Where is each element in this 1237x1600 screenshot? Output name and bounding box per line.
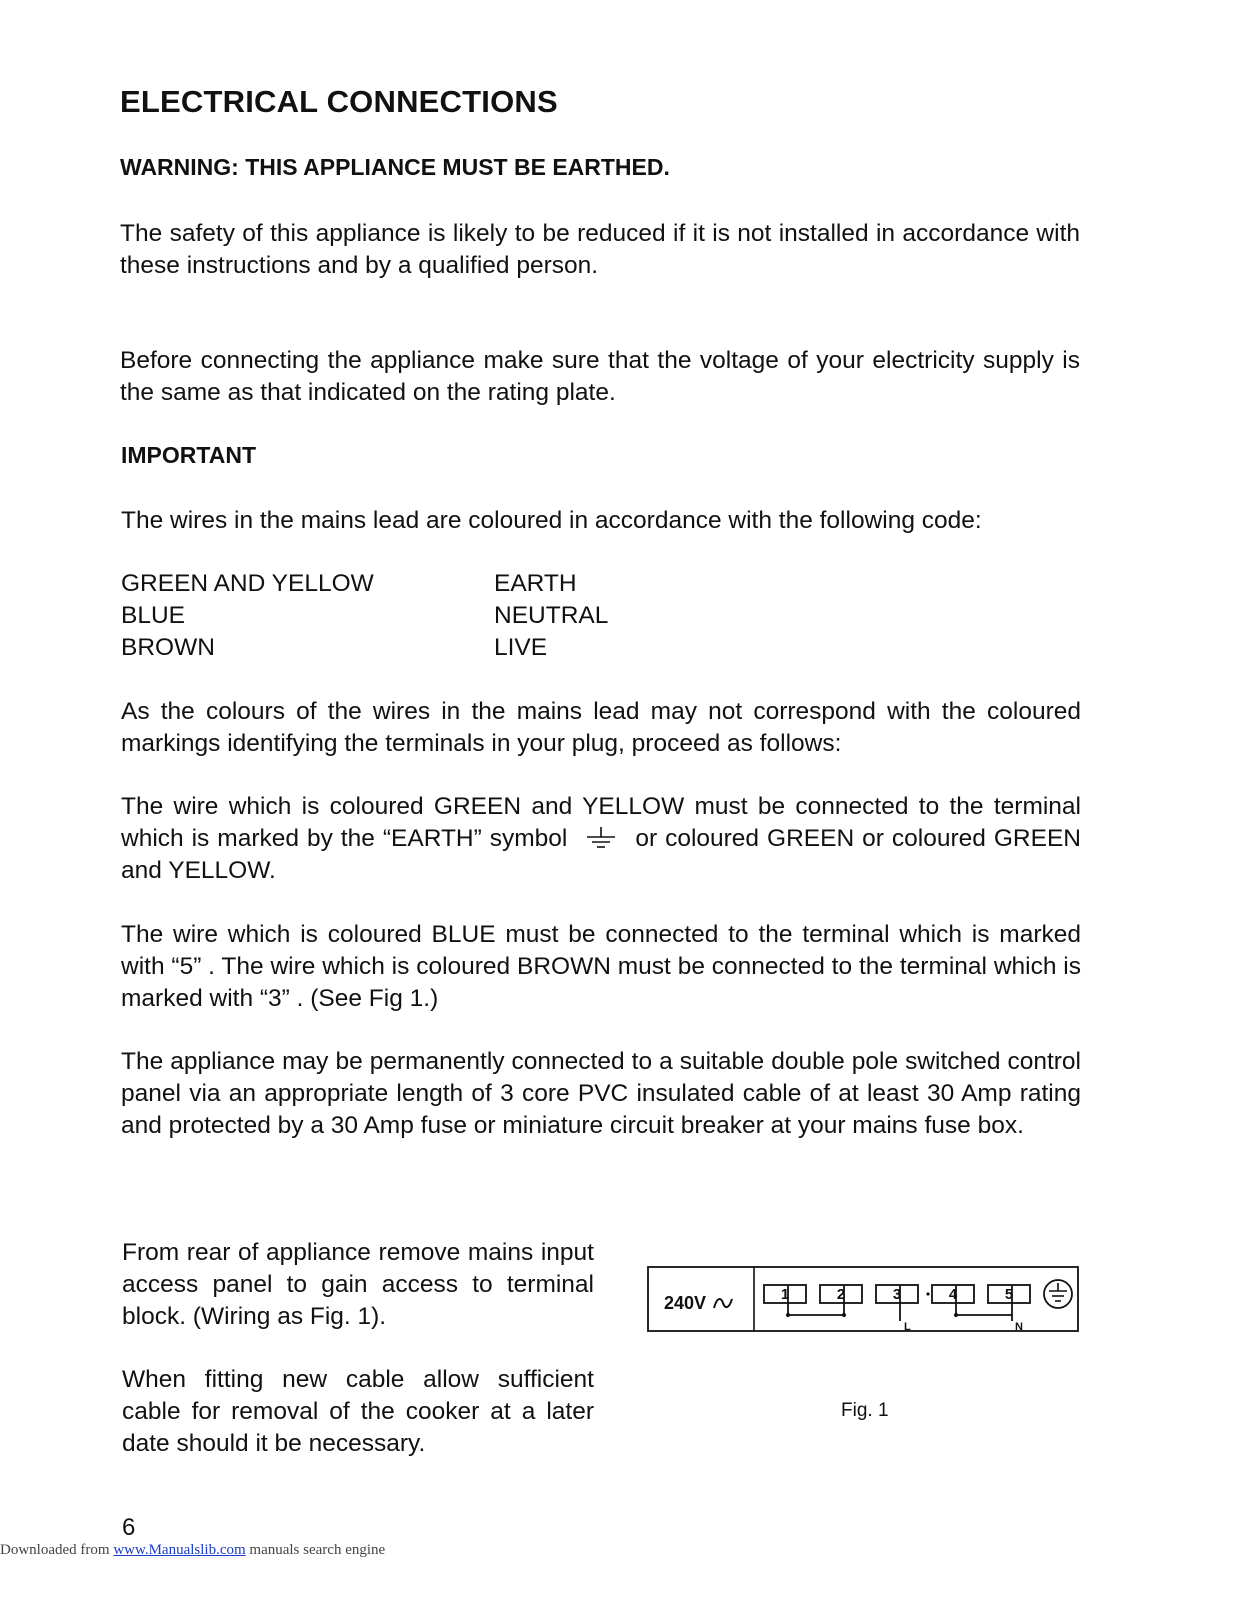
important-heading: IMPORTANT bbox=[121, 442, 257, 468]
neutral-label: N bbox=[1015, 1321, 1023, 1333]
footer-suffix: manuals search engine bbox=[249, 1542, 386, 1558]
terminal-number: 1 bbox=[780, 1286, 790, 1303]
earth-symbol-icon bbox=[575, 823, 627, 855]
voltage-paragraph: Before connecting the appliance make sure that the voltage of your electricity supply is the same as that indicated on the rating plate. bbox=[120, 347, 1080, 406]
terminal-2 bbox=[820, 1285, 862, 1315]
earth-paragraph bbox=[121, 791, 1081, 887]
blue-brown-paragraph: The wire which is coloured BLUE must be connected to the terminal which is marked with “5” . The wire which is coloured BROWN must be connected to the terminal which is marked with “3” . (See Fig 1.) bbox=[121, 921, 1081, 1012]
voltage-label: 240V bbox=[664, 1293, 707, 1313]
terminal-3 bbox=[876, 1285, 918, 1321]
live-label: L bbox=[904, 1321, 911, 1333]
wire-colour: BROWN bbox=[121, 634, 215, 661]
terminal-number: 3 bbox=[892, 1286, 902, 1303]
permanent-connection-paragraph: The appliance may be permanently connected to a suitable double pole switched control panel via an appropriate length of 3 core PVC insulated cable of at least 30 Amp rating and protected by a 30 Amp fuse or miniature circuit breaker at your mains fuse box. bbox=[121, 1048, 1081, 1139]
earth-paragraph-text-b: or coloured GREEN or coloured GREEN and YELLOW. bbox=[121, 825, 1081, 884]
wire-code-row bbox=[121, 632, 608, 664]
terminal-number: 4 bbox=[948, 1286, 958, 1303]
earth-paragraph-text-a: The wire which is coloured GREEN and YELLOW must be connected to the terminal which is marked by the “EARTH” symbol bbox=[121, 793, 1081, 852]
terminal-number: 2 bbox=[836, 1286, 846, 1303]
rear-panel-paragraph: From rear of appliance remove mains input access panel to gain access to terminal block. (Wiring as Fig. 1). bbox=[122, 1239, 594, 1330]
page-number: 6 bbox=[122, 1514, 136, 1541]
wire-function: LIVE bbox=[494, 634, 548, 661]
earth-circle-icon bbox=[1044, 1280, 1072, 1308]
page-title: ELECTRICAL CONNECTIONS bbox=[120, 84, 558, 119]
wire-colour: BLUE bbox=[121, 602, 186, 629]
footer-prefix: Downloaded from bbox=[0, 1542, 110, 1558]
terminal-4 bbox=[932, 1285, 974, 1315]
terminal-1 bbox=[764, 1285, 806, 1315]
wires-paragraph: The wires in the mains lead are coloured in accordance with the following code: bbox=[121, 507, 982, 534]
download-footer bbox=[0, 1542, 385, 1559]
warning-heading: WARNING: THIS APPLIANCE MUST BE EARTHED. bbox=[120, 154, 670, 180]
manualslib-link[interactable]: www.Manualslib.com bbox=[113, 1542, 246, 1558]
figure-caption: Fig. 1 bbox=[841, 1400, 889, 1421]
terminal-block-diagram bbox=[646, 1263, 1082, 1340]
ac-wave-icon bbox=[714, 1299, 732, 1308]
wire-colour: GREEN AND YELLOW bbox=[121, 570, 374, 597]
new-cable-paragraph: When fitting new cable allow sufficient cable for removal of the cooker at a later date should it be necessary. bbox=[122, 1366, 594, 1457]
wire-function: NEUTRAL bbox=[494, 602, 609, 629]
wire-code-row bbox=[121, 568, 608, 600]
wire-function: EARTH bbox=[494, 570, 577, 597]
wire-code-row bbox=[121, 600, 608, 632]
safety-paragraph: The safety of this appliance is likely to be reduced if it is not installed in accordance with these instructions and by a qualified person. bbox=[120, 220, 1080, 279]
terminal-number: 5 bbox=[1004, 1286, 1014, 1303]
colours-paragraph: As the colours of the wires in the mains lead may not correspond with the coloured markings identifying the terminals in your plug, proceed as follows: bbox=[121, 698, 1081, 757]
wire-code-table bbox=[121, 568, 608, 664]
